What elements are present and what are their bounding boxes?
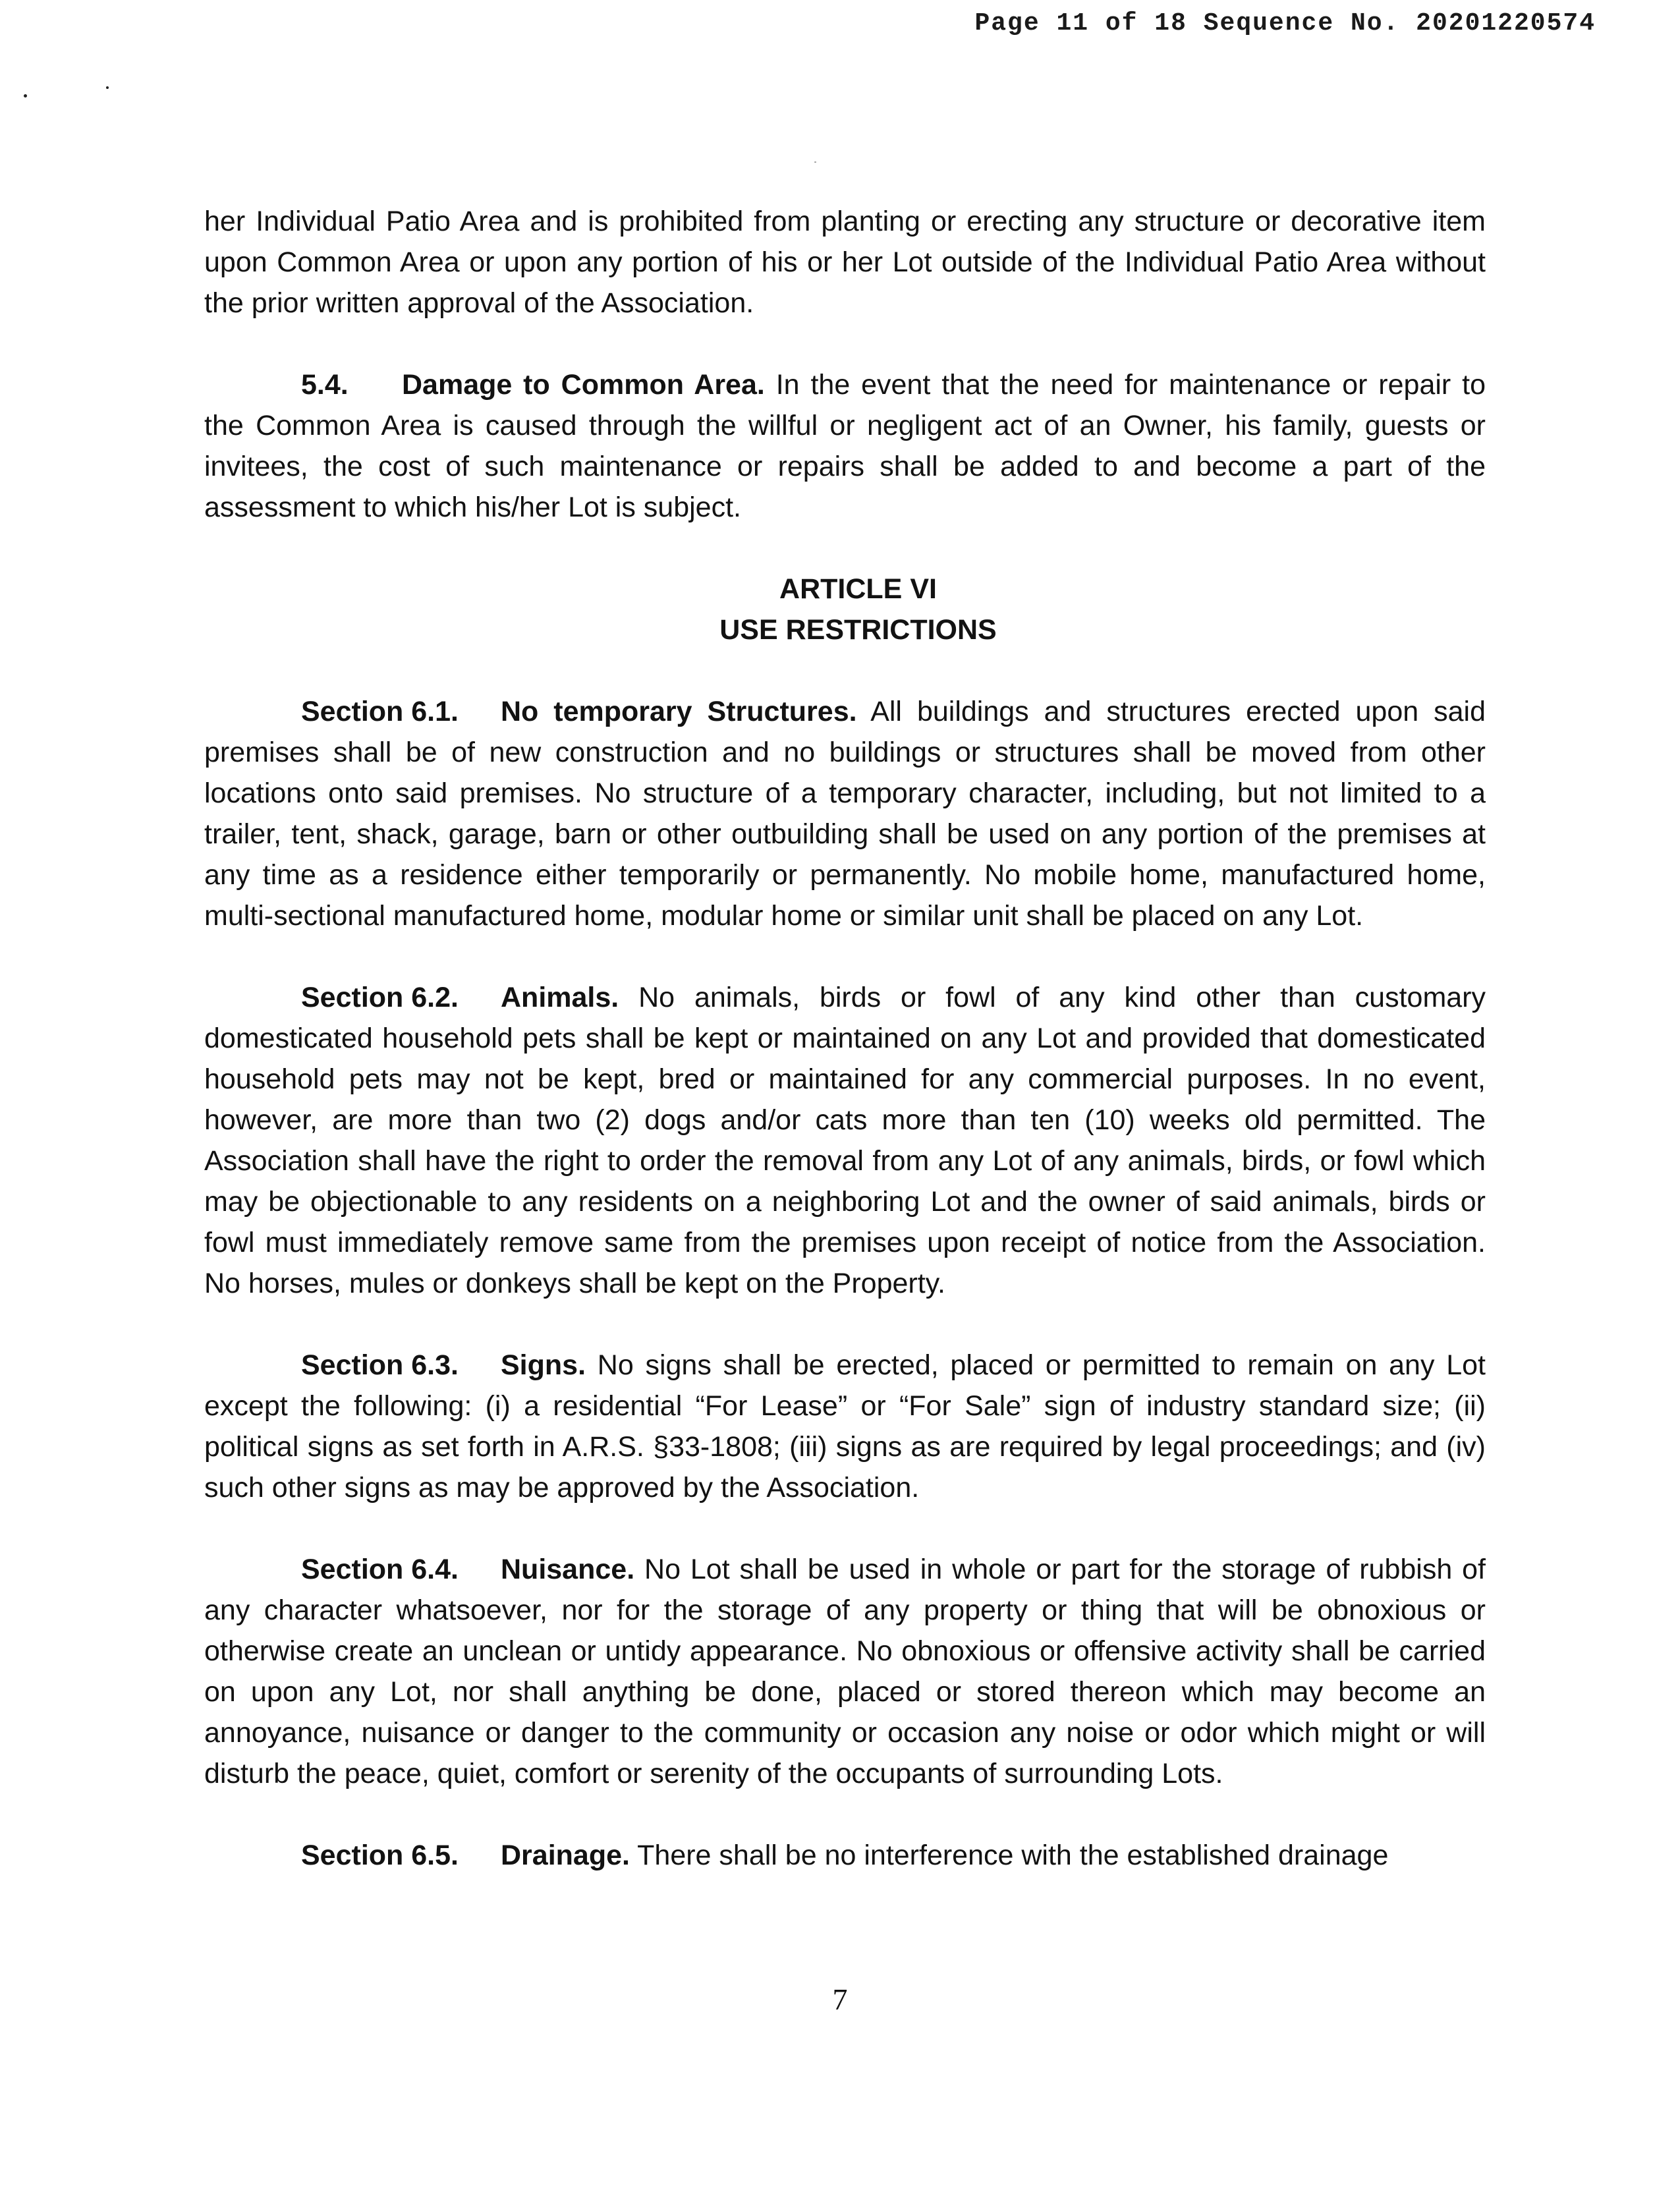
section-6-2	[204, 977, 1486, 1304]
section-title: Drainage.	[501, 1840, 630, 1871]
scan-speck	[24, 94, 27, 98]
page-number: 7	[832, 1983, 848, 2016]
article-label: ARTICLE VI	[779, 573, 937, 605]
section-number: Section 6.2.	[301, 982, 459, 1013]
section-body: No signs shall be erected, placed or permitted to remain on any Lot except the following: (i) a residential “For Lease” or “For Sale” sign of industry standard size; (ii) political signs as set forth in A.R.S. §33-1808; (iii) signs as are required by legal proceedings; and (iv) such other signs as may be approved by the Association.	[204, 1349, 1486, 1504]
section-number: Section 6.4.	[301, 1554, 459, 1585]
scan-speck	[106, 86, 109, 89]
section-6-1	[204, 691, 1486, 936]
section-body: In the event that the need for maintenance or repair to the Common Area is caused through the willful or negligent act of an Owner, his family, guests or invitees, the cost of such maintenance or repairs shall be added to and become a part of the assessment to which his/her Lot is subject.	[204, 369, 1486, 523]
section-number: Section 6.1.	[301, 696, 459, 727]
section-title: Nuisance.	[501, 1554, 635, 1585]
section-title: Damage to Common Area.	[402, 369, 765, 401]
section-number: Section 6.3.	[301, 1349, 459, 1381]
article-heading	[204, 569, 1486, 650]
section-title: No temporary Structures.	[501, 696, 857, 727]
section-title: Animals.	[501, 982, 619, 1013]
scan-speck	[814, 161, 816, 163]
section-body: There shall be no interference with the established drainage	[637, 1840, 1389, 1871]
continuation-paragraph: her Individual Patio Area and is prohibited from planting or erecting any structure or decorative item upon Common Area or upon any portion of his or her Lot outside of the Individual Patio Area without the prior written approval of the Association.	[204, 206, 1486, 319]
section-6-5	[204, 1835, 1486, 1876]
document-body	[204, 201, 1486, 1917]
section-body: All buildings and structures erected upon said premises shall be of new construction and no buildings or structures shall be moved from other locations onto said premises. No structure of a temporary character, including, but not limited to a trailer, tent, shack, garage, barn or other outbuilding shall be used on any portion of the premises at any time as a residence either temporarily or permanently. No mobile home, manufactured home, multi-sectional manufactured home, modular home or similar unit shall be placed on any Lot.	[204, 696, 1486, 932]
section-number: Section 6.5.	[301, 1840, 459, 1871]
page-sequence-header: Page 11 of 18 Sequence No. 20201220574	[974, 9, 1596, 38]
section-title: Signs.	[501, 1349, 586, 1381]
section-number: 5.4.	[301, 369, 349, 401]
section-5-4	[204, 364, 1486, 528]
section-body: No Lot shall be used in whole or part for the storage of rubbish of any character whatsoever, nor for the storage of any property or thing that will be obnoxious or otherwise create an unclean or untidy appearance. No obnoxious or offensive activity shall be carried on upon any Lot, nor shall anything be done, placed or stored thereon which may become an annoyance, nuisance or danger to the community or occasion any noise or odor which might or will disturb the peace, quiet, comfort or serenity of the occupants of surrounding Lots.	[204, 1554, 1486, 1789]
article-title: USE RESTRICTIONS	[719, 614, 997, 646]
section-6-4	[204, 1549, 1486, 1794]
section-body: No animals, birds or fowl of any kind other than customary domesticated household pets shall be kept or maintained on any Lot and provided that domesticated household pets may not be kept, bred or maintained for any commercial purposes. In no event, however, are more than two (2) dogs and/or cats more than ten (10) weeks old permitted. The Association shall have the right to order the removal from any Lot of any animals, birds, or fowl which may be objectionable to any residents on a neighboring Lot and the owner of said animals, birds or fowl must immediately remove same from the premises upon receipt of notice from the Association. No horses, mules or donkeys shall be kept on the Property.	[204, 982, 1486, 1299]
section-6-3	[204, 1345, 1486, 1508]
